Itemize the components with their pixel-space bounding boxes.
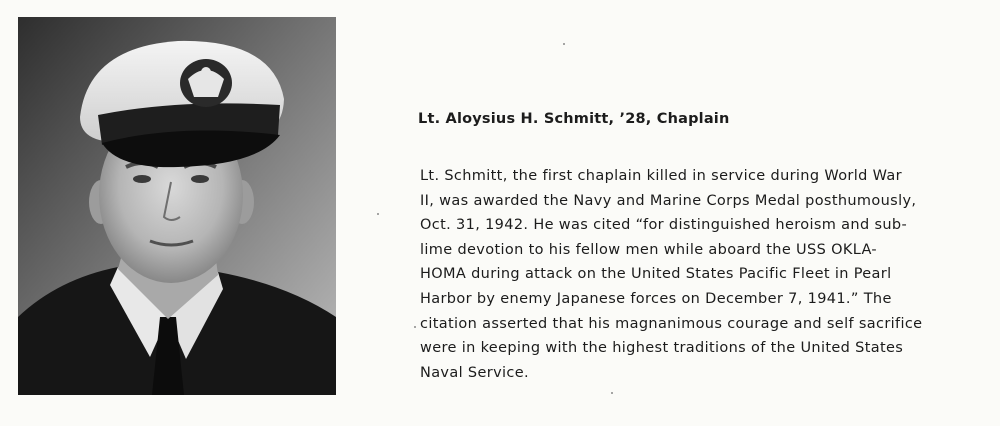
body-line: were in keeping with the highest traditions of the United States <box>420 340 904 357</box>
paper-speck <box>563 43 565 45</box>
body-line: HOMA during attack on the United States Pacific Fleet in Pearl <box>420 266 892 283</box>
body-line: lime devotion to his fellow men while aboard the USS OKLA- <box>420 241 877 258</box>
body-line: Harbor by enemy Japanese forces on December 7, 1941.” The <box>420 290 892 307</box>
body-line: Oct. 31, 1942. He was cited “for distinguished heroism and sub- <box>420 217 908 234</box>
article-heading: Lt. Aloysius H. Schmitt, ’28, Chaplain <box>418 111 730 127</box>
portrait-photo <box>18 17 336 395</box>
body-line: citation asserted that his magnanimous courage and self sacrifice <box>420 315 923 332</box>
article-body <box>420 164 980 385</box>
body-line: II, was awarded the Navy and Marine Corps Medal posthumously, <box>420 192 917 209</box>
cap-badge-icon <box>180 59 232 107</box>
paper-speck <box>414 326 416 328</box>
paper-speck <box>377 213 379 215</box>
body-line: Naval Service. <box>420 364 529 381</box>
body-line: Lt. Schmitt, the first chaplain killed in service during World War <box>420 168 902 184</box>
paper-speck <box>611 392 613 394</box>
